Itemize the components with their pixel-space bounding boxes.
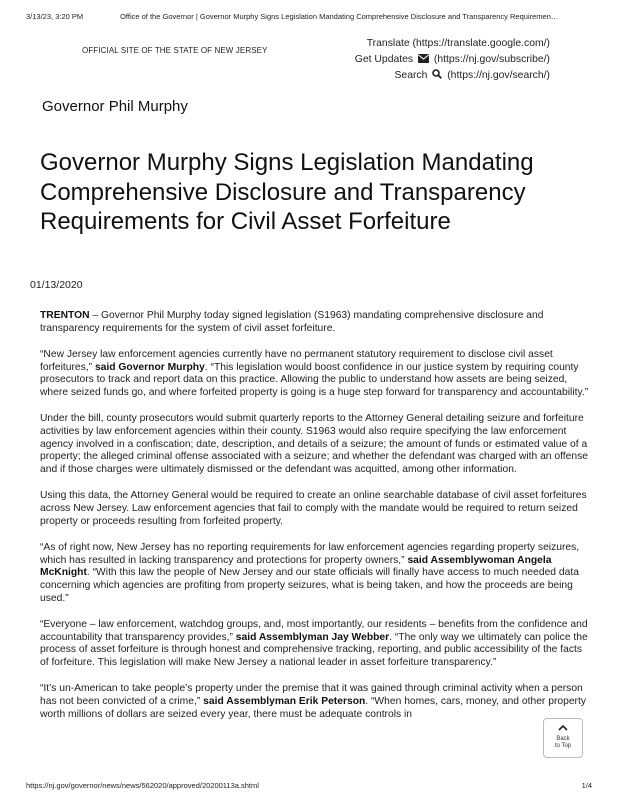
article-date: 01/13/2020	[30, 279, 83, 291]
envelope-icon	[418, 53, 429, 69]
translate-link[interactable]: Translate (https://translate.google.com/)	[366, 38, 550, 49]
chevron-up-icon	[544, 725, 582, 734]
search-link[interactable]	[355, 68, 550, 85]
back-to-top-button[interactable]	[543, 718, 583, 758]
speaker-webber: said Assemblyman Jay Webber	[235, 631, 390, 643]
paragraph-5: “As of right now, New Jersey has no reporting requirements for law enforcement agencies regarding property seizures, which has resulted in lacking transparency and protections for property owners,” said Assemblywoman Angela McKnight. “With this law the people of New Jersey and our state officials will finally have access to much needed data concerning which agencies are profiting from property seizures, what is being taken, and how the proceeds are being used.”	[40, 541, 580, 604]
print-datetime: 3/13/23, 3:20 PM	[26, 12, 84, 21]
article-title: Governor Murphy Signs Legislation Mandating Comprehensive Disclosure and Transparency Requirements for Civil Asset Forfeiture	[40, 149, 534, 235]
search-url: (https://nj.gov/search/)	[447, 70, 550, 81]
print-footer	[26, 781, 592, 790]
speaker-governor: said Governor Murphy	[94, 361, 205, 373]
paragraph-3: Under the bill, county prosecutors would submit quarterly reports to the Attorney General detailing seizure and forfeiture activities by law enforcement agencies within their county. S1963 would also require specifying the law enforcement agency involved in a confiscation; date, description, and details of a seizure; the amount of funds or estimated value of a property; the alleged criminal offense associated with a seizure; and whether the defendant was charged with an offense and if those charges were ultimately dismissed or the defendant was acquitted, among other information.	[40, 413, 588, 476]
print-header	[26, 12, 592, 21]
get-updates-link[interactable]	[355, 52, 550, 69]
governor-name[interactable]: Governor Phil Murphy	[42, 98, 188, 115]
print-url: https://nj.gov/governor/news/news/562020/approved/20200113a.shtml	[26, 781, 259, 790]
article-body	[40, 310, 590, 735]
print-page-number: 1/4	[581, 781, 592, 790]
speaker-mcknight: said Assemblywoman Angela McKnight	[40, 554, 552, 579]
paragraph-1: TRENTON – Governor Phil Murphy today signed legislation (S1963) mandating comprehensive disclosure and transparency requirements for the system of civil asset forfeiture.	[40, 310, 544, 334]
utility-links	[355, 36, 550, 85]
search-icon	[432, 69, 442, 85]
back-to-top-line1: Back	[556, 736, 570, 742]
back-to-top-line2: to Top	[554, 743, 572, 749]
official-site-label: OFFICIAL SITE OF THE STATE OF NEW JERSEY	[82, 46, 268, 55]
search-label: Search	[394, 70, 428, 81]
paragraph-2: “New Jersey law enforcement agencies currently have no permanent statutory requirement to disclose civil asset forfeitures,” said Governor Murphy. “This legislation would boost confidence in our justice system by requiring county prosecutors to track and report data on this practice. Allowing the public to understand how assets are being seized, where seized funds go, and where forfeited property is going is a huge step forward for transparency and accountability.”	[40, 348, 589, 399]
paragraph-4: Using this data, the Attorney General would be required to create an online searchable database of civil asset forfeitures across New Jersey. Law enforcement agencies that fail to comply with the mandate would be required to return seized property or proceeds resulting from forfeited property.	[40, 490, 587, 527]
paragraph-7: “It’s un-American to take people’s property under the premise that it was gained through criminal activity when a person has not been convicted of a crime,” said Assemblyman Erik Peterson. “When homes, cars, money, and other property worth millions of dollars are seized every year, there must be adequate controls in	[40, 683, 587, 720]
speaker-peterson: said Assemblyman Erik Peterson	[203, 695, 366, 707]
dateline-location: TRENTON	[40, 310, 90, 321]
get-updates-url: (https://nj.gov/subscribe/)	[433, 53, 550, 65]
print-page-title: Office of the Governor | Governor Murphy Signs Legislation Mandating Comprehensive Disclosure and Transparency Requiremen…	[120, 12, 559, 21]
get-updates-label: Get Updates	[354, 53, 414, 65]
paragraph-6: “Everyone – law enforcement, watchdog groups, and, most importantly, our residents – benefits from the confidence and accountability that transparency provides,” said Assemblyman Jay Webber. “The only way we ultimately can police the process of asset forfeiture is through honest and comprehensive tracking, reporting, and public accessibility of the facts of forfeiture. This legislation will make New Jersey a national leader in asset forfeiture transparency.”	[40, 618, 588, 668]
